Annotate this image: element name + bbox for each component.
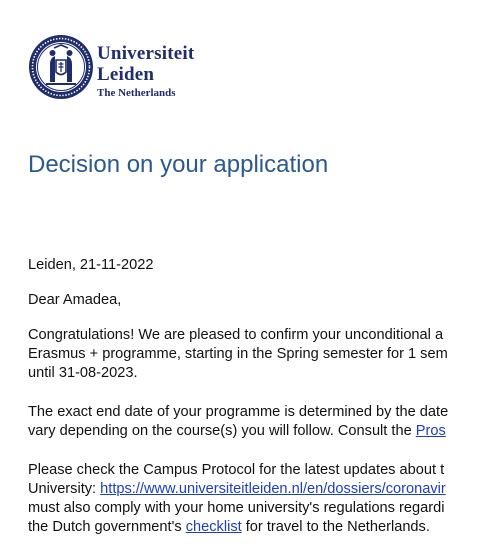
paragraph-line xyxy=(28,480,484,499)
paragraph-text: the Dutch government's xyxy=(28,519,186,535)
paragraph-text: vary depending on the course(s) you will follow. Consult the xyxy=(28,423,416,439)
paragraph-text: University: xyxy=(28,481,101,497)
paragraph-line: until 31-08-2023. xyxy=(28,365,138,381)
paragraph-line xyxy=(28,518,484,537)
page-title: Decision on your application xyxy=(28,151,329,178)
logo-line-2: Leiden xyxy=(97,64,155,85)
paragraph-line: must also comply with your home university's regulations regardi xyxy=(28,500,445,516)
coronavirus-dossier-link[interactable]: https://www.universiteitleiden.nl/en/dossiers/coronavir xyxy=(100,481,446,497)
logo-line-3: The Netherlands xyxy=(97,87,176,99)
paragraph-line: Please check the Campus Protocol for the latest updates about t xyxy=(28,462,445,478)
paragraph-line xyxy=(28,422,484,441)
paragraph-admission xyxy=(28,326,484,383)
paragraph-text: for travel to the Netherlands. xyxy=(241,519,430,535)
place-date: Leiden, 21-11-2022 xyxy=(28,257,154,273)
checklist-link[interactable]: checklist xyxy=(185,519,242,535)
paragraph-line: Erasmus + programme, starting in the Spring semester for 1 sem xyxy=(28,346,448,362)
paragraph-end-date xyxy=(28,403,484,441)
logo-line-1: Universiteit xyxy=(97,43,195,64)
greeting: Dear Amadea, xyxy=(28,292,122,308)
university-wordmark xyxy=(97,43,194,101)
letter-body xyxy=(28,256,484,550)
university-logo xyxy=(28,34,228,106)
prospectus-link[interactable]: Pros xyxy=(415,423,446,439)
university-seal-icon xyxy=(28,34,94,100)
paragraph-line: The exact end date of your programme is determined by the date xyxy=(28,404,449,420)
paragraph-campus-protocol xyxy=(28,461,484,537)
paragraph-line: Congratulations! We are pleased to confirm your unconditional a xyxy=(28,327,444,343)
